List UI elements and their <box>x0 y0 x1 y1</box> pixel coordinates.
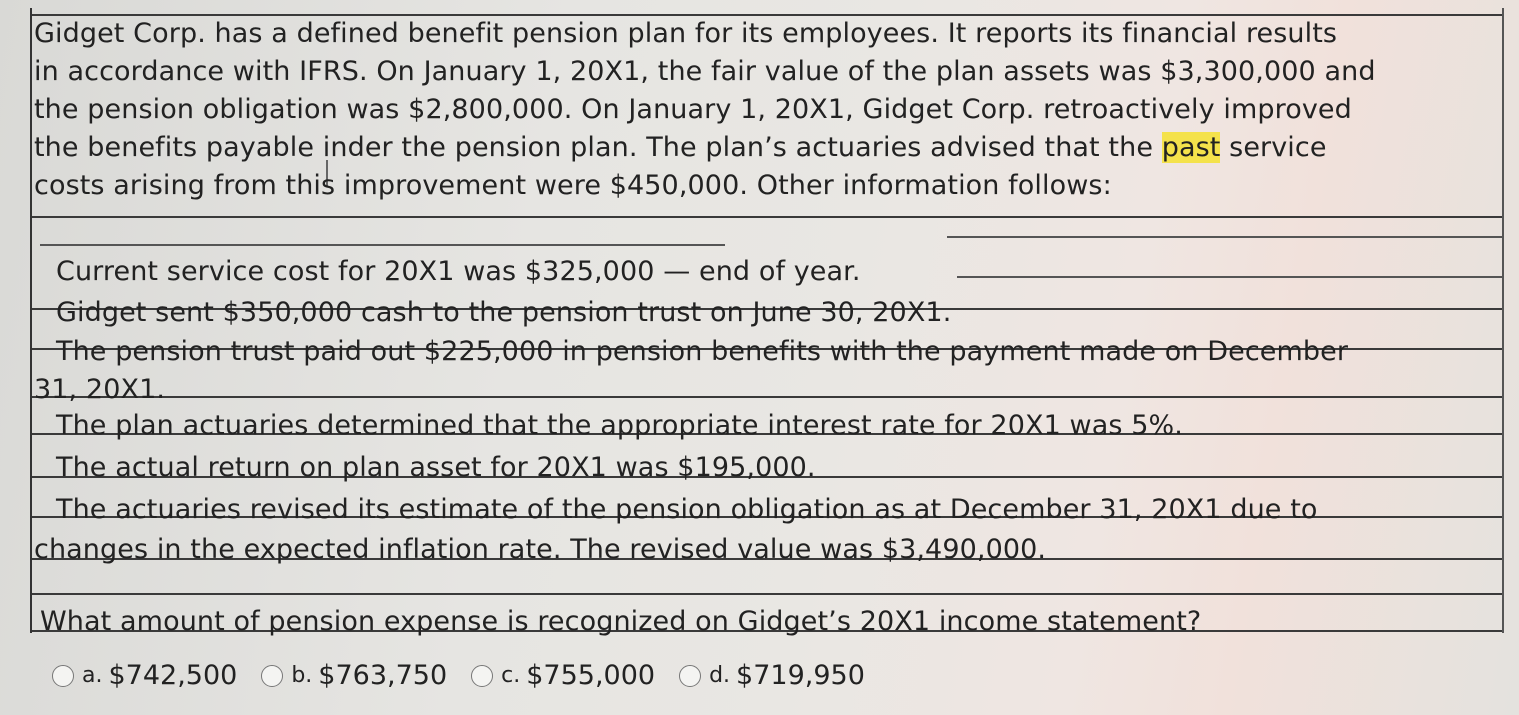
info-line: Gidget sent $350,000 cash to the pension trust on June 30, 20X1. <box>56 297 952 328</box>
question-text-line: the pension obligation was $2,800,000. On January 1, 20X1, Gidget Corp. retroactively improved <box>34 94 1352 125</box>
question-text-line: costs arising from this improvement were $450,000. Other information follows: <box>34 170 1112 201</box>
blank-underline <box>947 236 1502 238</box>
radio-button-icon[interactable] <box>679 665 701 687</box>
blank-underline <box>957 276 1502 278</box>
rule-line <box>32 14 1502 16</box>
question-text-line: in accordance with IFRS. On January 1, 20X1, the fair value of the plan assets was $3,300,000 and <box>34 56 1376 87</box>
info-line: changes in the expected inflation rate. The revised value was $3,490,000. <box>34 534 1047 565</box>
info-line: The actuaries revised its estimate of the pension obligation as at December 31, 20X1 due to <box>56 494 1318 525</box>
question-text-line: Gidget Corp. has a defined benefit pension plan for its employees. It reports its financial results <box>34 18 1338 49</box>
rule-line <box>32 396 1502 398</box>
info-line: The plan actuaries determined that the appropriate interest rate for 20X1 was 5%. <box>56 410 1183 441</box>
option-a[interactable] <box>52 660 237 691</box>
blank-underline <box>40 244 725 246</box>
info-line: Current service cost for 20X1 was $325,000 — end of year. <box>56 256 861 287</box>
option-letter: b. <box>291 663 313 688</box>
radio-button-icon[interactable] <box>52 665 74 687</box>
question-text-line <box>34 132 1327 163</box>
option-c[interactable] <box>471 660 655 691</box>
question-text-segment: inder the pension plan. The plan’s actuaries advised that the <box>322 132 1162 163</box>
option-letter: c. <box>501 663 521 688</box>
highlighted-word: past <box>1161 132 1221 163</box>
radio-button-icon[interactable] <box>261 665 283 687</box>
option-b[interactable] <box>261 660 447 691</box>
question-text-segment: the benefits payable <box>34 132 323 163</box>
rule-line <box>32 593 1502 595</box>
option-value: $755,000 <box>526 660 656 691</box>
option-letter: a. <box>82 663 103 688</box>
info-line: The pension trust paid out $225,000 in pension benefits with the payment made on December <box>56 336 1349 367</box>
info-line: 31, 20X1. <box>34 374 166 405</box>
option-value: $742,500 <box>108 660 238 691</box>
option-value: $763,750 <box>318 660 448 691</box>
option-letter: d. <box>709 663 731 688</box>
rule-line <box>32 216 1502 218</box>
info-line: The actual return on plan asset for 20X1 was $195,000. <box>56 452 816 483</box>
radio-button-icon[interactable] <box>471 665 493 687</box>
answer-options <box>52 660 889 691</box>
option-value: $719,950 <box>736 660 865 691</box>
question-text-segment: service <box>1220 132 1327 163</box>
question-prompt: What amount of pension expense is recognized on Gidget’s 20X1 income statement? <box>40 606 1202 637</box>
option-d[interactable] <box>679 660 865 691</box>
